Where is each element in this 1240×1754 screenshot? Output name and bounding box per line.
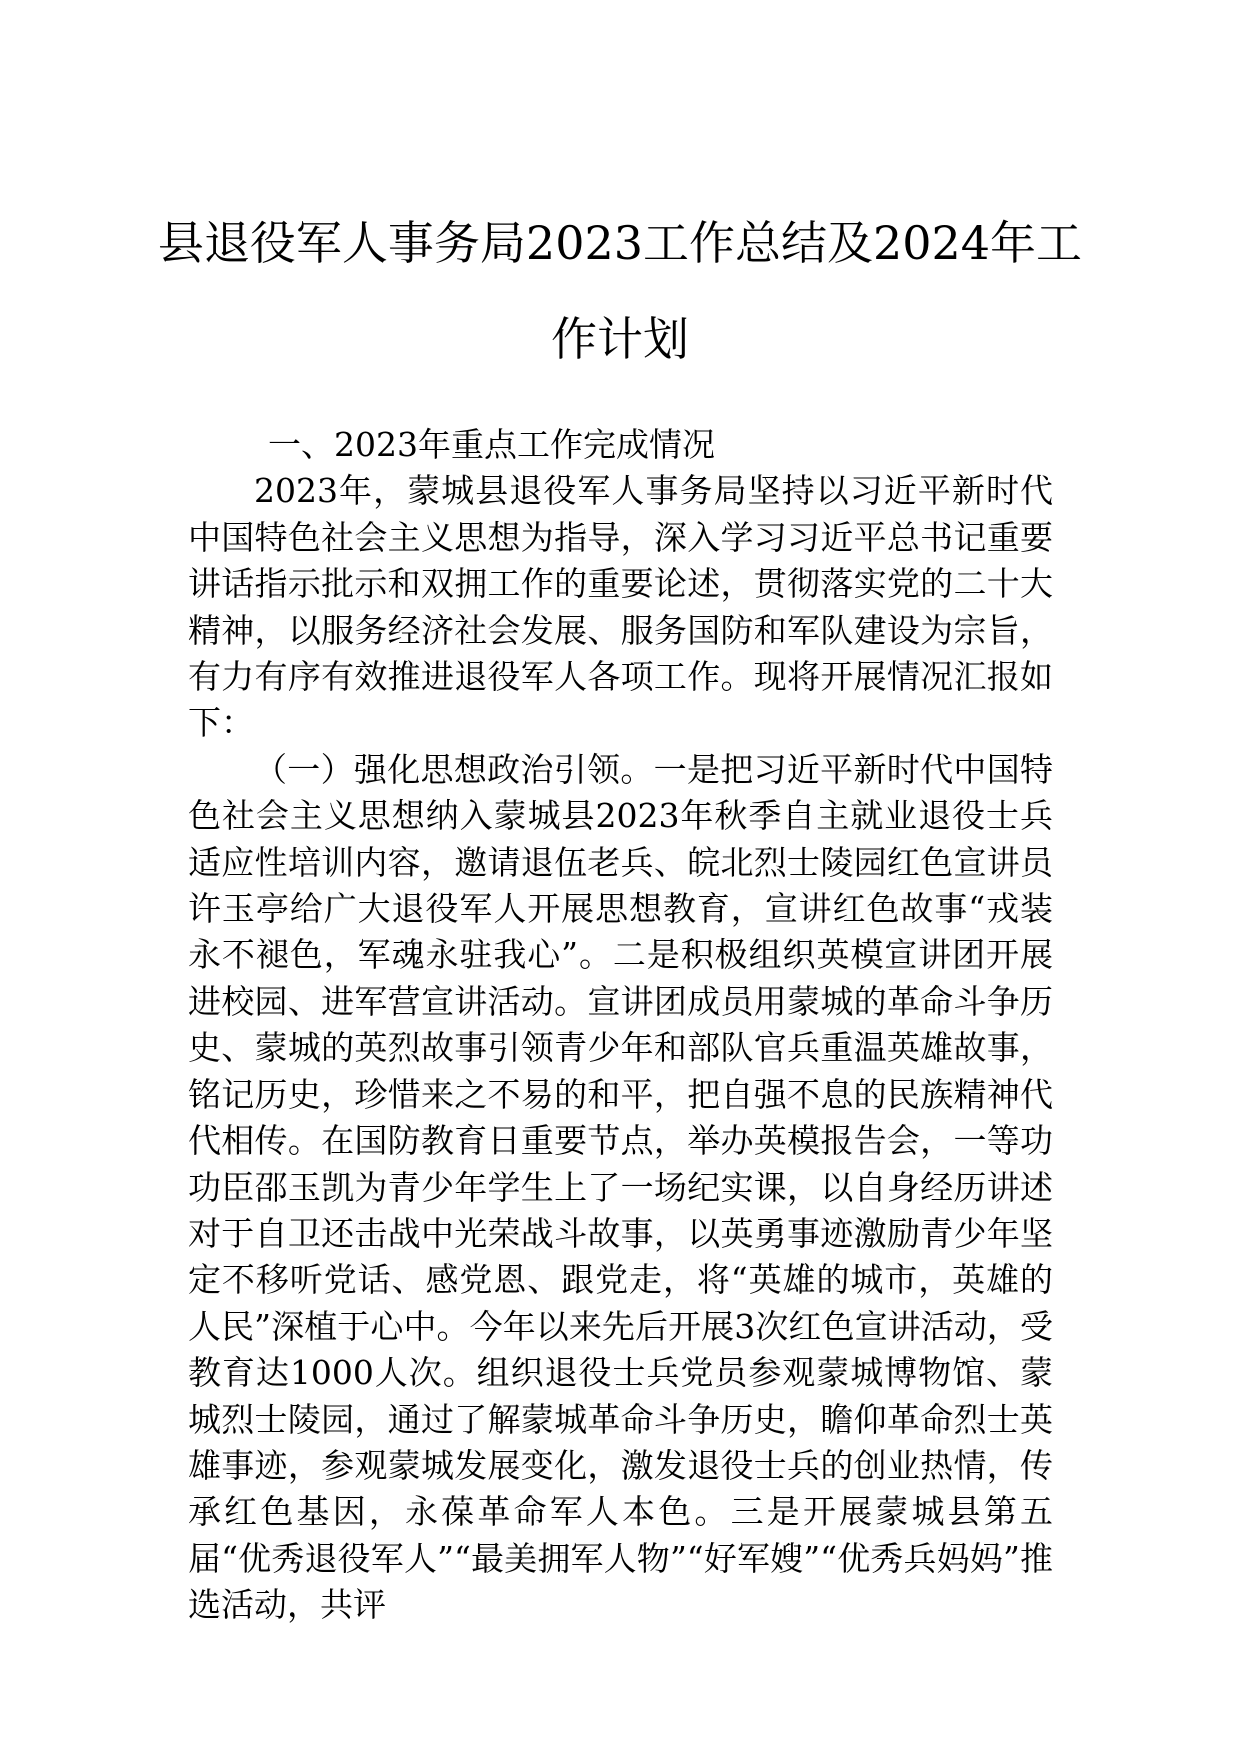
intro-paragraph: 2023年，蒙城县退役军人事务局坚持以习近平新时代中国特色社会主义思想为指导，深入学习习近平总书记重要讲话指示批示和双拥工作的重要论述，贯彻落实党的二十大精神，以服务经济社会发展、服务国防和军队建设为宗旨，有力有序有效推进退役军人各项工作。现将开展情况汇报如下：	[188, 471, 1053, 743]
section-1-paragraph: （一）强化思想政治引领。一是把习近平新时代中国特色社会主义思想纳入蒙城县2023年秋季自主就业退役士兵适应性培训内容，邀请退伍老兵、皖北烈士陵园红色宣讲员许玉亭给广大退役军人开展思想教育，宣讲红色故事“戎装永不褪色，军魂永驻我心”。二是积极组织英模宣讲团开展进校园、进军营宣讲活动。宣讲团成员用蒙城的革命斗争历史、蒙城的英烈故事引领青少年和部队官兵重温英雄故事，铭记历史，珍惜来之不易的和平，把自强不息的民族精神代代相传。在国防教育日重要节点，举办英模报告会，一等功功臣邵玉凯为青少年学生上了一场纪实课，以自身经历讲述对于自卫还击战中光荣战斗故事，以英勇事迹激励青少年坚定不移听党话、感党恩、跟党走，将“英雄的城市，英雄的人民”深植于心中。今年以来先后开展3次红色宣讲活动，受教育达1000人次。组织退役士兵党员参观蒙城博物馆、蒙城烈士陵园，通过了解蒙城革命斗争历史，瞻仰革命烈士英雄事迹，参观蒙城发展变化，激发退役士兵的创业热情，传承红色基因，永葆革命军人本色。三是开展蒙城县第五届“优秀退役军人”“最美拥军人物”“好军嫂”“优秀兵妈妈”推选活动，共评	[188, 749, 1053, 1625]
document-body	[188, 422, 1053, 1629]
document-title: 县退役军人事务局2023工作总结及2024年工作计划	[157, 216, 1083, 366]
section-heading: 一、2023年重点工作完成情况	[268, 425, 715, 464]
